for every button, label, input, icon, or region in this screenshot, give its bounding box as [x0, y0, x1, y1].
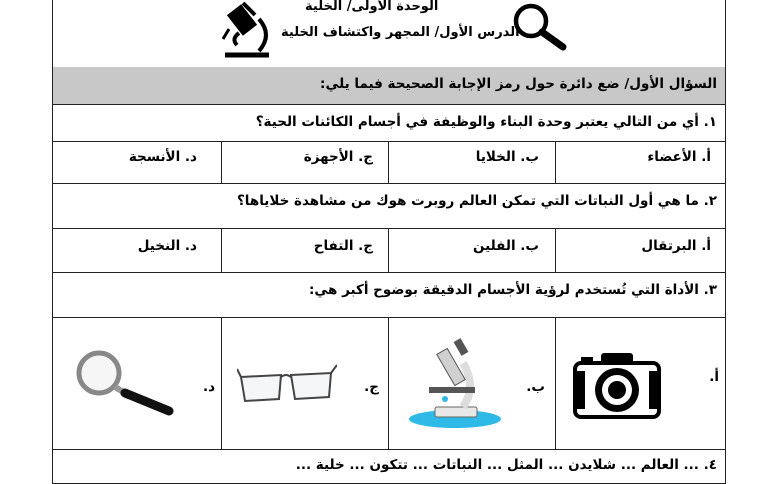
- section-title: السؤال الأول/ ضع دائرة حول رمز الإجابة الصحيحة فيما يلي:: [320, 76, 717, 92]
- question-2-option-b[interactable]: ب. الفلين: [473, 238, 539, 254]
- question-1-text: ١. أي من التالي يعتبر وحدة البناء والوظيفة في أجسام الكائنات الحية؟: [255, 114, 717, 130]
- microscope-icon: [219, 0, 275, 61]
- question-2-option-d[interactable]: د. النخيل: [137, 238, 197, 254]
- camera-icon[interactable]: [571, 347, 663, 421]
- question-2-option-c[interactable]: ج. التفاح: [313, 238, 373, 254]
- question-2-text: ٢. ما هي أول النباتات التي تمكن العالم روبرت هوك من مشاهدة خلاياها؟: [236, 193, 717, 209]
- question-1-option-c[interactable]: ج. الأجهزة: [303, 149, 373, 165]
- question-2-option-a[interactable]: أ. البرتقال: [641, 238, 711, 254]
- question-4-cutoff: ٤. ... العالم ... شلايدن ... المثل ... النباتات ... تتكون ... خلية ...: [295, 457, 717, 473]
- question-3-option-a[interactable]: أ.: [709, 369, 719, 385]
- question-1-option-a[interactable]: أ. الأعضاء: [647, 149, 711, 165]
- question-3-text: ٣. الأداة التي تُستخدم لرؤية الأجسام الدقيقة بوضوح أكبر هي:: [308, 282, 717, 298]
- magnifying-glass-icon[interactable]: [73, 347, 177, 419]
- lesson-title: الدرس الأول/ المجهر واكتشاف الخلية: [281, 25, 520, 40]
- unit-title: الوحدة الأولى/ الخلية: [305, 0, 439, 14]
- eyeglasses-icon[interactable]: [237, 359, 337, 411]
- question-1-option-b[interactable]: ب. الخلايا: [475, 149, 539, 165]
- worksheet-page: [52, 0, 726, 484]
- question-3-option-b[interactable]: ب.: [526, 379, 545, 395]
- microscope-photo[interactable]: [405, 335, 505, 431]
- question-3-option-d[interactable]: د.: [202, 379, 215, 395]
- magnifier-icon: [509, 1, 571, 53]
- question-3-option-c[interactable]: ج.: [364, 379, 379, 395]
- question-1-option-d[interactable]: د. الأنسجة: [128, 149, 197, 165]
